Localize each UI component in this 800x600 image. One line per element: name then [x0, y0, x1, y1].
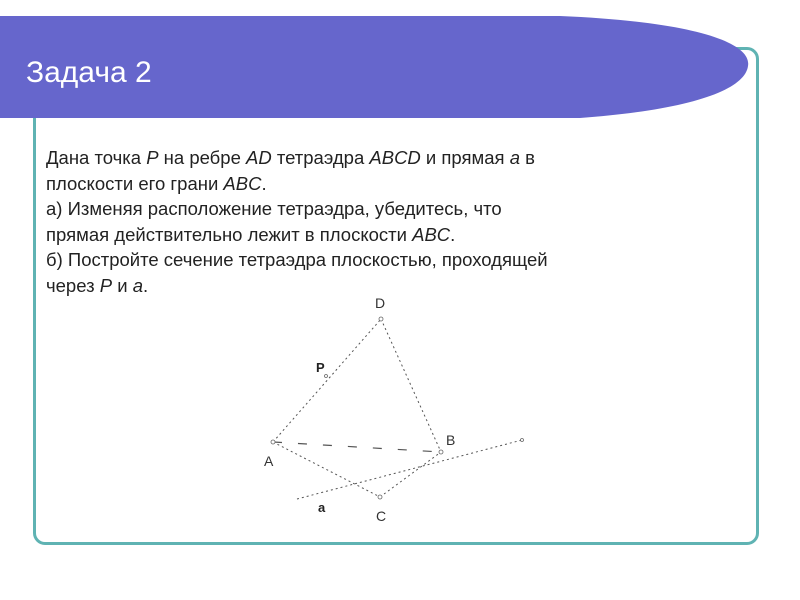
var-a: a [132, 274, 143, 296]
line-a-end [521, 439, 524, 442]
text: б) Постройте сечение тетраэдра плоскостью, проходящей [46, 249, 548, 270]
var-abc: ABC [223, 172, 262, 194]
text: и прямая [420, 147, 510, 168]
line-a [297, 440, 522, 499]
edge-db [381, 319, 441, 452]
point-p [325, 375, 328, 378]
text: плоскости его грани [46, 172, 224, 194]
slide-title: Задача 2 [26, 56, 152, 89]
point-d [379, 317, 383, 321]
point-a [271, 440, 275, 444]
label-p: P [316, 360, 325, 375]
edge-ac [273, 442, 380, 497]
label-c: C [376, 508, 387, 524]
var-abcd: ABCD [369, 147, 421, 168]
text: прямая действительно лежит в плоскости [46, 223, 413, 245]
text: и [112, 274, 133, 296]
text: тетраэдра [271, 147, 370, 168]
text: . [261, 172, 267, 194]
text: Дана точка [46, 147, 147, 168]
text: в [520, 147, 535, 168]
text: а) Изменяя расположение тетраэдра, убедитесь, что [46, 198, 502, 219]
point-b [439, 450, 443, 454]
var-ad: AD [246, 147, 272, 168]
point-c [378, 495, 382, 499]
var-a: a [509, 147, 520, 168]
edge-ab-hidden [273, 442, 441, 452]
edge-ad [273, 319, 381, 442]
label-b: B [446, 432, 456, 448]
text: . [450, 223, 456, 245]
text: на ребре [158, 147, 246, 168]
label-a: A [264, 453, 274, 469]
text: через [46, 274, 100, 296]
var-p: P [99, 274, 113, 296]
var-abc: ABC [412, 223, 451, 245]
label-d: D [375, 295, 386, 311]
label-line-a: a [318, 500, 326, 515]
text: . [143, 274, 149, 296]
var-p: P [146, 147, 159, 168]
